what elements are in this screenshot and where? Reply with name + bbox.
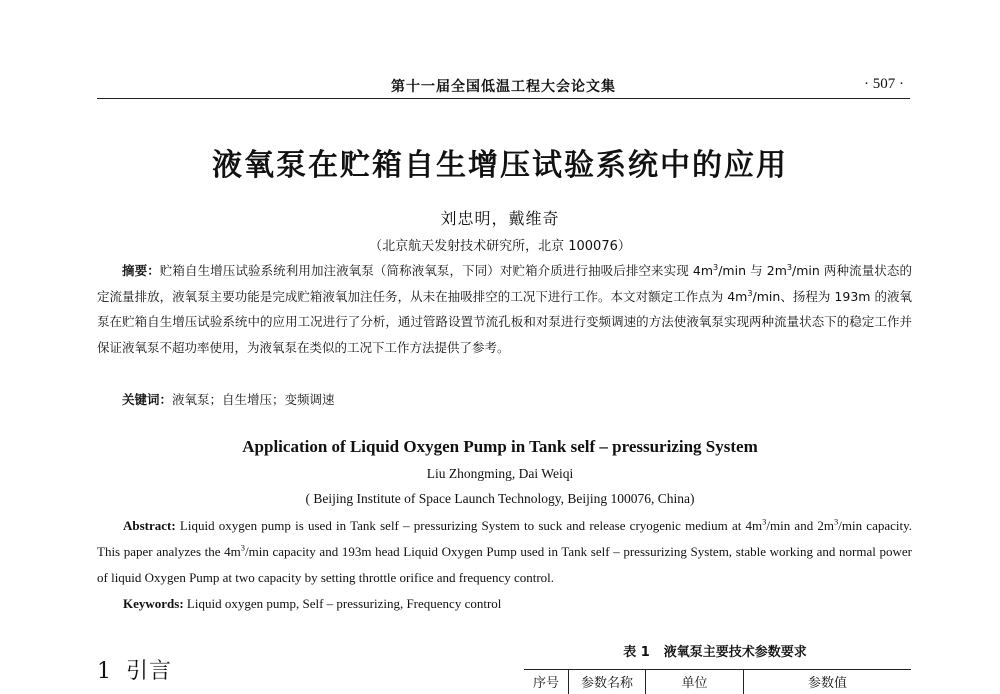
keywords-cn-label: 关键词： [122,392,172,407]
superscript-3: 3 [241,543,245,553]
paper-title-cn: 液氧泵在贮箱自生增压试验系统中的应用 [0,140,1000,184]
abstract-en-text: /min capacity. This paper analyzes the 4m [97,518,912,559]
section-heading-introduction [97,654,172,685]
abstract-en [97,513,912,591]
superscript-3: 3 [762,517,766,527]
section-title: 引言 [126,659,172,684]
keywords-en [97,591,912,617]
authors-cn: 刘忠明，戴维奇 [0,206,1000,229]
parameter-table [524,669,911,694]
abstract-en-text: Liquid oxygen pump is used in Tank self – pressurizing System to suck and release cryogenic medium at 4m [176,518,762,533]
abstract-en-text: /min and 2m [766,518,834,533]
page-number: · 507 · [864,76,904,93]
abstract-en-label: Abstract: [123,518,176,533]
abstract-cn [97,258,912,360]
abstract-en-text: /min capacity and 193m head Liquid Oxygen Pump used in Tank self – pressurizing System, stable working and normal power of liquid Oxygen Pump at two capacity by setting throttle orifice and frequency control. [97,544,912,585]
paper-title-en: Application of Liquid Oxygen Pump in Tank self – pressurizing System [0,437,1000,457]
abstract-cn-label: 摘要： [122,263,160,278]
table-caption [520,641,910,660]
journal-title: 第十一届全国低温工程大会论文集 [97,76,910,96]
keywords-en-text: Liquid oxygen pump, Self – pressurizing, Frequency control [184,596,502,611]
superscript-3: 3 [787,262,792,272]
table-header-row [524,670,911,694]
superscript-3: 3 [834,517,838,527]
table-header-cell: 参数值 [744,670,912,694]
keywords-cn-text: 液氧泵；自生增压；变频调速 [172,392,335,407]
superscript-3: 3 [747,287,752,297]
superscript-3: 3 [713,262,718,272]
keywords-en-label: Keywords: [123,596,184,611]
authors-en: Liu Zhongming, Dai Weiqi [0,466,1000,482]
abstract-cn-text: /min 与 2m [718,263,787,278]
abstract-cn-text: /min、扬程为 193m 的液氧泵在贮箱自生增压试验系统中的应用工况进行了分析，通过管路设置节流孔板和对泵进行变频调速的方法使液氧泵实现两种流量状态下的稳定工作并保证液氧泵不超功率使用，为液氧泵在类似的工况下工作方法提供了参考。 [97,289,912,355]
section-number: 1 [97,659,112,684]
table-title: 液氧泵主要技术参数要求 [664,645,807,660]
abstract-cn-text: 贮箱自生增压试验系统利用加注液氧泵（简称液氧泵，下同）对贮箱介质进行抽吸后排空来实现 4m [160,263,713,278]
table-number: 表 1 [623,645,650,660]
table-header-cell: 序号 [524,670,569,694]
running-header [97,74,910,99]
affiliation-cn: （北京航天发射技术研究所，北京 100076） [0,235,1000,254]
table-header-cell: 单位 [646,670,744,694]
abstract-cn-text: /min 两种流量状态的定流量排放，液氧泵主要功能是完成贮箱液氧加注任务，从未在抽吸排空的工况下进行工作。本文对额定工作点为 4m [97,263,912,304]
affiliation-en: ( Beijing Institute of Space Launch Technology, Beijing 100076, China) [0,491,1000,507]
keywords-cn [97,387,912,413]
table-header-cell: 参数名称 [569,670,646,694]
